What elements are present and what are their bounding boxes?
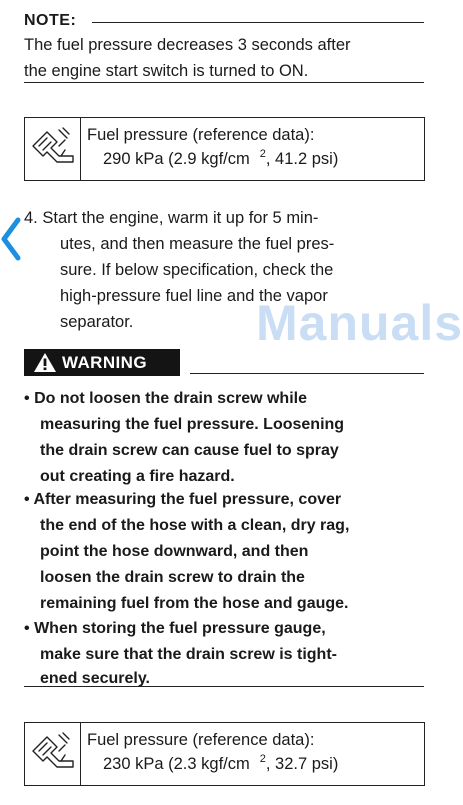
note-line: the engine start switch is turned to ON. <box>24 62 309 80</box>
spec-value <box>103 147 338 173</box>
warning-line: When storing the fuel pressure gauge, <box>34 620 326 637</box>
step-line: separator. <box>60 313 134 331</box>
spec-value-suffix: , 41.2 psi) <box>265 150 339 168</box>
warning-line: out creating a fire hazard. <box>40 468 235 485</box>
note-rule <box>92 22 424 23</box>
note-divider <box>24 82 424 83</box>
step-number: 4. <box>24 209 38 227</box>
spec-label: Fuel pressure (reference data): <box>87 731 315 749</box>
warning-line: point the hose downward, and then <box>40 543 309 560</box>
warning-divider <box>24 686 424 687</box>
warning-item-first-line <box>24 386 307 412</box>
warning-rule <box>190 373 424 374</box>
step-line: high-pressure fuel line and the vapor <box>60 287 328 305</box>
warning-line: the drain screw can cause fuel to spray <box>40 442 339 459</box>
step-line: utes, and then measure the fuel pres- <box>60 235 335 253</box>
bullet: • <box>24 620 30 637</box>
warning-line: After measuring the fuel pressure, cover <box>33 491 342 508</box>
bullet: • <box>24 390 30 407</box>
warning-line: the end of the hose with a clean, dry rag, <box>40 517 350 534</box>
note-heading: NOTE: <box>24 12 77 29</box>
spec-label: Fuel pressure (reference data): <box>87 126 315 144</box>
step-first-line <box>24 205 318 231</box>
spec-superscript: 2 <box>259 753 266 765</box>
chevron-left-icon[interactable] <box>0 216 22 262</box>
pressure-gauge-icon <box>29 124 77 172</box>
spec-value-prefix: 290 kPa (2.9 kgf/cm <box>103 150 250 168</box>
step-line: sure. If below specification, check the <box>60 261 334 279</box>
warning-line: Do not loosen the drain screw while <box>34 390 307 407</box>
warning-line: remaining fuel from the hose and gauge. <box>40 595 349 612</box>
warning-item-first-line <box>24 487 341 513</box>
warning-triangle-icon <box>33 352 57 373</box>
spec-superscript: 2 <box>259 148 266 160</box>
bullet: • <box>24 491 30 508</box>
spec-icon-cell <box>25 118 81 180</box>
warning-header <box>24 349 180 376</box>
warning-item-first-line <box>24 616 326 642</box>
spec-value-prefix: 230 kPa (2.3 kgf/cm <box>103 755 250 773</box>
warning-line: loosen the drain screw to drain the <box>40 569 305 586</box>
step-line: Start the engine, warm it up for 5 min- <box>42 209 319 227</box>
pressure-gauge-icon <box>29 729 77 777</box>
warning-label: WARNING <box>62 353 147 372</box>
watermark: Manuals <box>256 295 463 351</box>
spec-value <box>103 752 338 778</box>
spec-box-top <box>24 117 425 181</box>
spec-icon-cell <box>25 723 81 785</box>
warning-line: make sure that the drain screw is tight- <box>40 646 337 663</box>
spec-value-suffix: , 32.7 psi) <box>265 755 339 773</box>
note-line: The fuel pressure decreases 3 seconds after <box>24 36 351 54</box>
warning-line: ened securely. <box>40 670 150 687</box>
spec-box-bottom <box>24 722 425 786</box>
warning-line: measuring the fuel pressure. Loosening <box>40 416 345 433</box>
